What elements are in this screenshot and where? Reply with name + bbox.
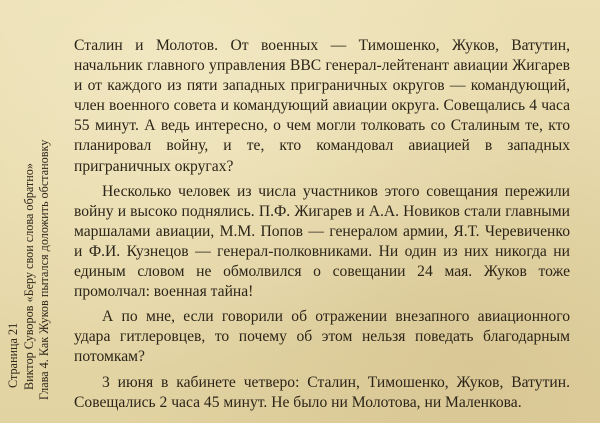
- paragraph-1: Сталин и Молотов. От военных — Тимошенко, Жуков, Ватутин, начальник главного управления ВВС генерал-лейтенант авиации Жигарев и от каждого из пяти западных приграничных округов — командующий, член военного совета и командующий авиации округа. Совещались 4 часа 55 минут. А ведь интересно, о чем могли толковать со Сталиным те, кто планировал войну, и те, кто командовал авиацией в западных приграничных округах?: [74, 37, 570, 175]
- paragraph-2: Несколько человек из числа участников этого совещания пережили войну и высоко поднялись. П.Ф. Жигарев и А.А. Новиков стали главными маршалами авиации, М.М. Попов — генералом армии, Я.Т. Черевиченко и Ф.И. Кузнецов — генерал-полковниками. Ни один из них никогда ни единым словом не обмолвился о совещании 24 мая. Жуков тоже промолчал: военная тайна!: [74, 182, 570, 301]
- page-sidebar: [0, 0, 62, 423]
- paragraph-3: А по мне, если говорили об отражении внезапного авиационного удара гитлеровцев, то почему об этом нельзя поведать благодарным потомкам?: [74, 308, 570, 366]
- paragraph-4: 3 июня в кабинете четверо: Сталин, Тимошенко, Жуков, Ватутин. Совещались 2 часа 45 минут. Не было ни Молотова, ни Маленкова.: [74, 373, 570, 411]
- page-body: [74, 36, 570, 418]
- chapter-title: Глава 4. Как Жуков пытался доложить обстановку: [37, 139, 51, 400]
- book-title: Виктор Суворов «Беру свои слова обратно»: [22, 163, 36, 390]
- page-number: Страница 21: [6, 322, 20, 388]
